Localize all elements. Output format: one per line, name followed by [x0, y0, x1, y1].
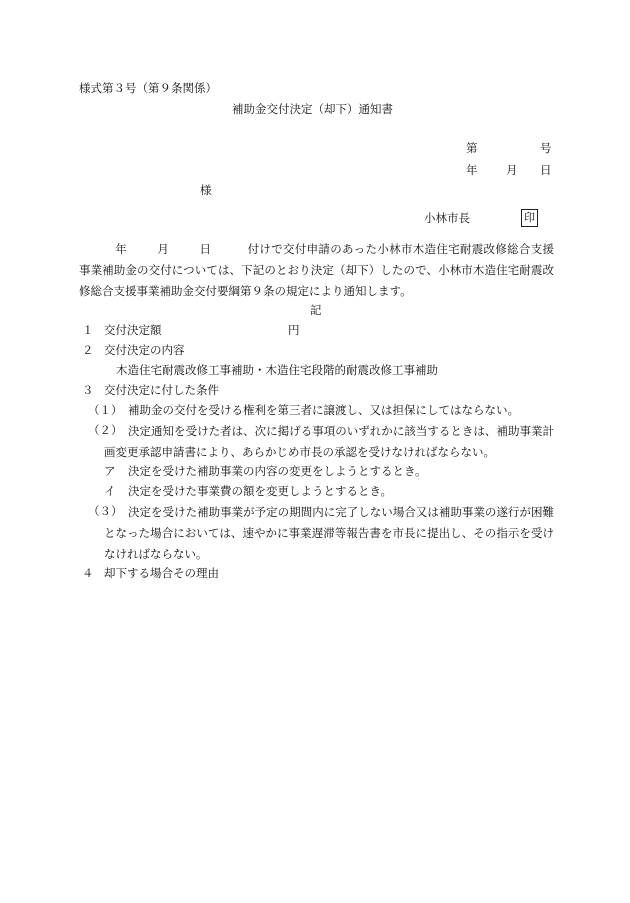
- section-1-label: 交付決定額: [104, 323, 162, 337]
- section-4-label: 却下する場合その理由: [104, 566, 219, 580]
- body-text: 付けで交付申請のあった小林市木造住宅耐震改修総合支援事業補助金の交付については、下記のとおり決定（却下）したので、小林市木造住宅耐震改修総合支援事業補助金交付要綱第９条の規定により通知します。: [79, 242, 555, 298]
- section-1-number: １: [82, 323, 94, 337]
- condition-2b-number: イ: [104, 484, 116, 498]
- seal-stamp: 印: [521, 209, 538, 227]
- condition-2a-text: 決定を受けた補助事業の内容の変更をしようとするとき。: [128, 464, 427, 478]
- recipient-suffix: 様: [200, 183, 212, 197]
- section-2-content: 木造住宅耐震改修工事補助・木造住宅段階的耐震改修工事補助: [116, 363, 438, 377]
- body-date-day: 日: [199, 242, 212, 256]
- body-date-month: 月: [157, 242, 170, 256]
- condition-2a-number: ア: [104, 464, 116, 478]
- condition-3-number: （３）: [88, 504, 123, 518]
- condition-1-text: 補助金の交付を受ける権利を第三者に譲渡し、又は担保にしてはならない。: [128, 403, 519, 417]
- section-3-number: ３: [82, 383, 94, 397]
- section-2-number: ２: [82, 343, 94, 357]
- condition-2b-text: 決定を受けた事業費の額を変更しようとするとき。: [128, 484, 393, 498]
- section-1-unit: 円: [288, 323, 300, 337]
- date-month: 月: [506, 163, 518, 177]
- date-year: 年: [466, 163, 478, 177]
- condition-2-number: （２）: [88, 423, 123, 437]
- issuer-name: 小林市長: [424, 211, 470, 225]
- section-3-label: 交付決定に付した条件: [104, 383, 219, 397]
- section-2-label: 交付決定の内容: [104, 343, 185, 357]
- document-title: 補助金交付決定（却下）通知書: [232, 102, 393, 116]
- ki-heading: 記: [310, 303, 322, 317]
- form-label: 様式第３号（第９条関係）: [79, 81, 217, 95]
- section-4-number: ４: [82, 566, 94, 580]
- body-date-year: 年: [115, 242, 128, 256]
- condition-2-text: 決定通知を受けた者は、次に掲げる事項のいずれかに該当するときは、補助事業計画変更承認申請書により、あらかじめ市長の承認を受けなければならない。: [104, 424, 554, 459]
- condition-1-number: （１）: [88, 403, 123, 417]
- condition-3-text: 決定を受けた補助事業が予定の期間内に完了しない場合又は補助事業の遂行が困難となった場合においては、速やかに事業遅滞等報告書を市長に提出し、その指示を受けなければならない。: [104, 505, 554, 561]
- doc-number-suffix: 号: [540, 141, 552, 155]
- doc-number-prefix: 第: [466, 141, 478, 155]
- body-paragraph: [79, 239, 554, 302]
- date-day: 日: [540, 163, 552, 177]
